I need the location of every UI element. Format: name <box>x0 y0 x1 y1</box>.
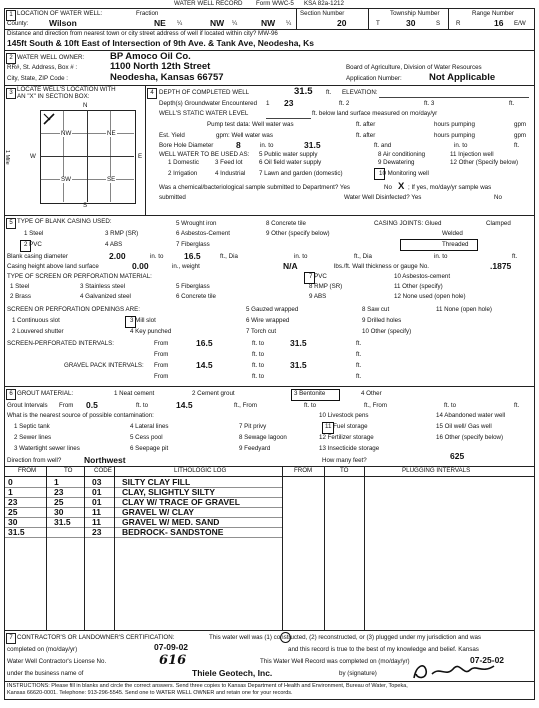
spi-ft: ft. <box>356 340 362 347</box>
opening-9: 9 Drilled holes <box>362 317 402 324</box>
log-cell-desc: BEDROCK- SANDSTONE <box>122 527 224 537</box>
casing-1: 1 Steel <box>24 230 44 237</box>
casing-9: 9 Other (specify below) <box>266 230 330 237</box>
compass-s: S <box>83 202 88 209</box>
contam-2: 2 Sewer lines <box>14 434 52 441</box>
log-cell-desc: GRAVEL W/ CLAY <box>122 507 195 517</box>
screen-8: 8 RMP (SR) <box>309 283 343 290</box>
spi-to: 31.5 <box>290 338 307 348</box>
wall-value: .1875 <box>490 261 512 271</box>
gpi-from: 14.5 <box>196 360 213 370</box>
township-value: 30 <box>406 18 416 28</box>
distance-label: Distance and direction from nearest town or city street address of well if located within city? MW-96 <box>7 30 278 37</box>
casing-4: 4 ABS <box>105 241 123 248</box>
contam-6: 6 Seepage pit <box>130 445 169 452</box>
height-label: Casing height above land surface <box>7 263 99 270</box>
elevation-label: ELEVATION: <box>342 89 378 96</box>
log-cell-from: 0 <box>8 477 13 487</box>
license-label: Water Well Contractor's License No. <box>7 658 107 665</box>
contam-7: 7 Pit privy <box>239 423 267 430</box>
yield-gpm-2: gpm <box>514 132 527 139</box>
log-header-from-2: FROM <box>294 467 313 474</box>
grout-3-selected-box <box>291 389 340 401</box>
location-label: LOCATION OF WATER WELL: <box>17 10 103 17</box>
quarter-2: ¼ <box>232 20 238 27</box>
casing-5: 5 Wrought iron <box>176 220 217 227</box>
log-header-from: FROM <box>18 467 37 474</box>
fraction-3: NW <box>261 18 276 28</box>
submitted-label: submitted <box>159 194 186 201</box>
fraction-2: NW <box>210 18 225 28</box>
log-cell-code: 03 <box>92 477 102 487</box>
contam-1: 1 Septic tank <box>14 423 50 430</box>
pump-after: ft. after <box>356 121 376 128</box>
chem-x: X <box>398 181 405 192</box>
screen-7: 7 PVC <box>309 273 327 280</box>
height-value: 0.00 <box>132 261 149 271</box>
casing-2: 2 PVC <box>24 241 42 248</box>
use-10: 10 Monitoring well <box>379 170 429 177</box>
log-cell-to: 1 <box>54 477 59 487</box>
opening-3-selected-box <box>125 316 136 328</box>
location-x-mark <box>41 111 57 127</box>
form-title: WATER WELL RECORD <box>174 0 243 7</box>
quad-nw: NW <box>61 130 72 137</box>
opening-8: 8 Saw cut <box>362 306 390 313</box>
grout-to-label-2: ft. to <box>304 402 317 409</box>
contam-3: 3 Watertight sewer lines <box>14 445 80 452</box>
opening-1: 1 Continuous slot <box>12 317 60 324</box>
use-4: 4 Industrial <box>215 170 246 177</box>
joints-clamped: Clamped <box>486 220 511 227</box>
use-2: 2 Irrigation <box>168 170 198 177</box>
contam-4: 4 Lateral lines <box>130 423 169 430</box>
gw-unit: ft. <box>509 100 515 107</box>
openings-label: SCREEN OR PERFORATION OPENINGS ARE: <box>7 306 140 313</box>
howmany-label: How many feet? <box>322 457 367 464</box>
grout-4: 4 Other <box>361 390 382 397</box>
county-value: Wilson <box>49 18 77 28</box>
cert-text-3: This Water Well Record was completed on (mo/day/yr) <box>260 658 410 665</box>
spi-label: SCREEN-PERFORATED INTERVALS: <box>7 340 114 347</box>
gw-1-value: 23 <box>284 98 294 108</box>
use-10-selected-box <box>374 168 385 180</box>
bore-to: in. to <box>260 142 274 149</box>
gw-1-num: 1 <box>266 100 270 107</box>
casing-diameter-depth: 16.5 <box>184 251 201 261</box>
grout-ft-3: ft. <box>514 402 520 409</box>
screen-label: TYPE OF SCREEN OR PERFORATION MATERIAL: <box>7 273 152 280</box>
grout-to: 14.5 <box>176 400 193 410</box>
section-number-1: 1 <box>6 10 16 21</box>
pump-hours: hours pumping <box>434 121 475 128</box>
casing-diameter-rest-3: ft., Dia <box>354 253 372 260</box>
contam-8: 8 Sewage lagoon <box>239 434 287 441</box>
log-header-lithologic: LITHOLOGIC LOG <box>174 467 227 474</box>
static-rest: ft. below land surface measured on mo/day/yr <box>312 110 438 117</box>
instructions-2: Kansas 66620-0001. Telephone: 913-296-5545. Send one to WATER WELL OWNER and retain one for your records. <box>7 690 293 696</box>
gpi-to-label-2: ft. to <box>252 373 265 380</box>
use-7: 7 Lawn and garden (domestic) <box>259 170 343 177</box>
wall-label: lbs./ft. Wall thickness or gauge No. <box>334 263 430 270</box>
casing-diameter-label: Blank casing diameter <box>7 253 68 260</box>
quad-se: SE <box>107 176 116 183</box>
opening-11: 11 None (open hole) <box>436 306 492 313</box>
screen-10: 10 Asbestos-cement <box>394 273 451 280</box>
grout-from: 0.5 <box>86 400 98 410</box>
gpi-to: 31.5 <box>290 360 307 370</box>
gpi-from-label-2: From <box>154 373 169 380</box>
log-cell-code: 01 <box>92 497 102 507</box>
casing-diameter: 2.00 <box>109 251 126 261</box>
gpi-to-label: ft. to <box>252 362 265 369</box>
range-direction: E/W <box>514 20 526 27</box>
use-8: 8 Air conditioning <box>378 151 426 158</box>
log-cell-code: 01 <box>92 487 102 497</box>
application-label: Application Number: <box>346 75 402 82</box>
screen-11: 11 Other (specify) <box>394 283 443 290</box>
casing-diameter-to: in. to <box>150 253 164 260</box>
township-t: T <box>376 20 380 27</box>
owner-address: 1100 North 12th Street <box>110 61 211 72</box>
screen-5: 5 Fiberglass <box>176 283 210 290</box>
contam-12: 12 Fertilizer storage <box>319 434 374 441</box>
bore-rest: ft. and <box>374 142 392 149</box>
log-cell-desc: GRAVEL W/ MED. SAND <box>122 517 220 527</box>
casing-diameter-rest-4: in. to <box>434 253 448 260</box>
casing-8: 8 Concrete tile <box>266 220 306 227</box>
screen-6: 6 Concrete tile <box>176 293 216 300</box>
contam-13: 13 Insecticide storage <box>319 445 380 452</box>
business-name: Thiele Geotech, Inc. <box>192 668 273 678</box>
county-label: County: <box>7 20 29 27</box>
section-number-6: 6 <box>6 389 16 400</box>
grout-2: 2 Cement grout <box>192 390 235 397</box>
compass-n: N <box>83 102 88 109</box>
grout-3: 3 Bentonite <box>294 390 326 397</box>
grout-ft-from: ft., From <box>234 402 258 409</box>
record-date: 07-25-02 <box>470 655 505 665</box>
contam-15: 15 Oil well/ Gas well <box>436 423 492 430</box>
use-5: 5 Public water supply <box>259 151 318 158</box>
disinfected-no: No <box>494 194 502 201</box>
yield-after: ft. after <box>356 132 376 139</box>
spi-ft-2: ft. <box>356 351 362 358</box>
ksa-ref: KSA 82a-1212 <box>304 0 344 7</box>
casing-diameter-ft: ft. <box>512 253 518 260</box>
use-9: 9 Dewatering <box>378 159 415 166</box>
mile-label: 1 Mile <box>4 150 10 165</box>
use-11: 11 Injection well <box>450 151 494 158</box>
log-cell-to: 30 <box>54 507 64 517</box>
spi-from-label-2: From <box>154 351 169 358</box>
log-cell-to: 31.5 <box>54 517 71 527</box>
section-box-label: LOCATE WELL'S LOCATION WITH <box>17 86 116 93</box>
grout-to-label-3: ft. to <box>444 402 457 409</box>
pump-label: Pump test data: Well water was <box>207 121 294 128</box>
log-header-to: TO <box>64 467 73 474</box>
log-cell-from: 30 <box>8 517 18 527</box>
contam-16: 16 Other (specify below) <box>436 434 504 441</box>
log-cell-desc: SILTY CLAY FILL <box>122 477 191 487</box>
casing-6: 6 Asbestos-Cement <box>176 230 230 237</box>
direction-value: Northwest <box>84 455 126 465</box>
contam-11-selected-box <box>322 422 334 434</box>
howmany-value: 625 <box>450 451 465 461</box>
fraction-1: NE <box>154 18 166 28</box>
section-box-label-2: AN "X" IN SECTION BOX: <box>17 93 90 100</box>
contam-5: 5 Cess pool <box>130 434 163 441</box>
grout-from-label: From <box>59 402 74 409</box>
bore-depth: 31.5 <box>304 140 321 150</box>
log-cell-from: 1 <box>8 487 13 497</box>
township-label: Township Number <box>390 10 440 17</box>
bore-rest-2: in. to <box>454 142 468 149</box>
casing-diameter-rest: ft., Dia <box>220 253 238 260</box>
screen-4: 4 Galvanized steel <box>80 293 131 300</box>
gpi-label: GRAVEL PACK INTERVALS: <box>64 362 144 369</box>
contam-10: 10 Livestock pens <box>319 412 369 419</box>
gw-2-label: ft. 2 <box>339 100 350 107</box>
use-label: WELL WATER TO BE USED AS: <box>159 151 250 158</box>
chem-label: Was a chemical/bacteriological sample submitted to Department? Yes <box>159 184 350 191</box>
log-cell-to: 25 <box>54 497 64 507</box>
bore-label: Bore Hole Diameter <box>159 142 214 149</box>
bore-value: 8 <box>236 140 241 150</box>
log-cell-from: 23 <box>8 497 18 507</box>
log-header-plugging: PLUGGING INTERVALS <box>402 467 471 474</box>
use-6: 6 Oil field water supply <box>259 159 322 166</box>
bore-ft: ft. <box>514 142 520 149</box>
range-label: Range Number <box>472 10 514 17</box>
screen-1: 1 Steel <box>10 283 30 290</box>
section-value: 20 <box>337 18 347 28</box>
water-well-record-form <box>4 0 535 708</box>
log-header-code: CODE <box>94 467 112 474</box>
spi-to-label: ft. to <box>252 340 265 347</box>
contam-9: 9 Feedyard <box>239 445 271 452</box>
grout-label: GROUT MATERIAL: <box>17 390 74 397</box>
depth-value: 31.5 <box>294 86 313 97</box>
cert-text-2: and this record is true to the best of my knowledge and belief. Kansas <box>288 646 479 653</box>
log-cell-code: 23 <box>92 527 102 537</box>
depth-unit: ft. <box>326 89 332 96</box>
opening-4: 4 Key punched <box>130 328 172 335</box>
static-label: WELL'S STATIC WATER LEVEL <box>159 110 249 117</box>
signature <box>410 660 500 682</box>
yield-label: Est. Yield <box>159 132 185 139</box>
cert-label: CONTRACTOR'S OR LANDOWNER'S CERTIFICATION: <box>17 634 175 641</box>
casing-label: TYPE OF BLANK CASING USED: <box>17 218 112 225</box>
direction-label: Direction from well? <box>7 457 62 464</box>
license-value: 616 <box>159 653 187 668</box>
quarter-3: ¼ <box>286 20 292 27</box>
casing-3: 3 RMP (SR) <box>105 230 139 237</box>
gpi-from-label: From <box>154 362 169 369</box>
chem-rest: ; If yes, mo/day/yr sample was <box>408 184 492 191</box>
groundwater-label: Depth(s) Groundwater Encountered <box>159 100 258 107</box>
threaded-selected-box <box>400 239 478 251</box>
township-s: S <box>436 20 441 27</box>
grout-to-label: ft. to <box>136 402 149 409</box>
screen-9: 9 ABS <box>309 293 327 300</box>
instructions: INSTRUCTIONS: Please fill in blanks and circle the correct answers. Send three copies to Kansas Department of Health and Environment, Bureau of Water, Topeka, <box>7 683 408 689</box>
section-number-4: 4 <box>147 88 157 99</box>
section-number-5: 5 <box>6 218 16 229</box>
distance-value: 145ft South & 10ft East of Intersection of 9th Ave. & Tank Ave, Neodesha, Ks <box>7 38 315 48</box>
completed-label: completed on (mo/day/yr) <box>7 646 78 653</box>
log-cell-desc: CLAY W/ TRACE OF GRAVEL <box>122 497 240 507</box>
spi-from-label: From <box>154 340 169 347</box>
spi-from: 16.5 <box>196 338 213 348</box>
screen-12: 12 None used (open hole) <box>394 293 466 300</box>
pump-gpm: gpm <box>514 121 527 128</box>
form-number: Form WWC-5 <box>256 0 294 7</box>
gpi-ft: ft. <box>356 362 362 369</box>
range-r: R <box>456 20 461 27</box>
grout-intervals-label: Grout Intervals <box>7 402 48 409</box>
quarter-1: ¼ <box>177 20 183 27</box>
depth-label: DEPTH OF COMPLETED WELL <box>159 89 250 96</box>
city-label: City, State, ZIP Code : <box>7 75 68 82</box>
casing-diameter-rest-2: in. to <box>294 253 308 260</box>
opening-7: 7 Torch cut <box>246 328 277 335</box>
log-cell-code: 11 <box>92 507 101 517</box>
business-label: under the business name of <box>7 670 84 677</box>
casing-7: 7 Fiberglass <box>176 241 210 248</box>
address-label: RR#, St. Address, Box # : <box>7 64 78 71</box>
log-row-line <box>4 537 282 538</box>
chem-no: No <box>384 184 392 191</box>
application-value: Not Applicable <box>429 72 496 83</box>
completed-value: 07-09-02 <box>154 642 189 652</box>
gpi-ft-2: ft. <box>356 373 362 380</box>
section-number-7: 7 <box>6 633 16 644</box>
log-cell-from: 25 <box>8 507 18 517</box>
yield-hours: hours pumping <box>434 132 475 139</box>
gw-3-label: ft. 3 <box>424 100 435 107</box>
fraction-label: Fraction <box>136 10 159 17</box>
grout-ft-from-2: ft., From <box>364 402 388 409</box>
opening-3: 3 Mill slot <box>130 317 156 324</box>
screen-3: 3 Stainless steel <box>80 283 126 290</box>
section-number-2: 2 <box>6 53 16 64</box>
opening-5: 5 Gauzed wrapped <box>246 306 299 313</box>
screen-2: 2 Brass <box>10 293 31 300</box>
use-12: 12 Other (Specify below) <box>450 159 519 166</box>
use-1: 1 Domestic <box>168 159 199 166</box>
yield-gpm: gpm: Well water was <box>216 132 273 139</box>
opening-10: 10 Other (specify) <box>362 328 412 335</box>
log-cell-desc: CLAY, SLIGHTLY SILTY <box>122 487 216 497</box>
constructed-circle <box>280 632 291 643</box>
opening-2: 2 Louvered shutter <box>12 328 64 335</box>
contam-11: 11 Fuel storage <box>325 423 368 430</box>
log-cell-code: 11 <box>92 517 101 527</box>
board-label: Board of Agriculture, Division of Water Resources <box>346 64 482 71</box>
grout-1: 1 Neat cement <box>114 390 155 397</box>
compass-w: W <box>30 153 36 160</box>
log-header-to-2: TO <box>340 467 349 474</box>
contamination-label: What is the nearest source of possible contamination: <box>7 412 154 419</box>
compass-e: E <box>138 153 143 160</box>
disinfected-label: Water Well Disinfected? Yes <box>344 194 422 201</box>
spi-to-label-2: ft. to <box>252 351 265 358</box>
joints-welded: Welded <box>442 230 463 237</box>
quad-sw: SW <box>61 176 71 183</box>
owner-city: Neodesha, Kansas 66757 <box>110 72 224 83</box>
section-number-label: Section Number <box>300 10 345 17</box>
weight-value: N/A <box>283 261 298 271</box>
height-weight-label: in., weight <box>172 263 200 270</box>
joints-label: CASING JOINTS: Glued <box>374 220 442 227</box>
joints-threaded: Threaded <box>442 241 469 248</box>
owner-label: WATER WELL OWNER: <box>17 54 85 61</box>
cert-text-1: This water well was (1) constructed, (2) reconstructed, or (3) plugged under my jurisdiction and was <box>209 634 482 641</box>
log-cell-from: 31.5 <box>8 527 25 537</box>
quad-ne: NE <box>107 130 116 137</box>
signature-label: by (signature) <box>339 670 377 677</box>
use-3: 3 Feed lot <box>215 159 243 166</box>
opening-6: 6 Wire wrapped <box>246 317 290 324</box>
owner-name: BP Amoco Oil Co. <box>110 51 191 62</box>
section-number-3: 3 <box>6 88 16 99</box>
contam-14: 14 Abandoned water well <box>436 412 506 419</box>
casing-2-selected-box <box>20 240 31 252</box>
range-value: 16 <box>494 18 504 28</box>
log-cell-to: 23 <box>54 487 64 497</box>
